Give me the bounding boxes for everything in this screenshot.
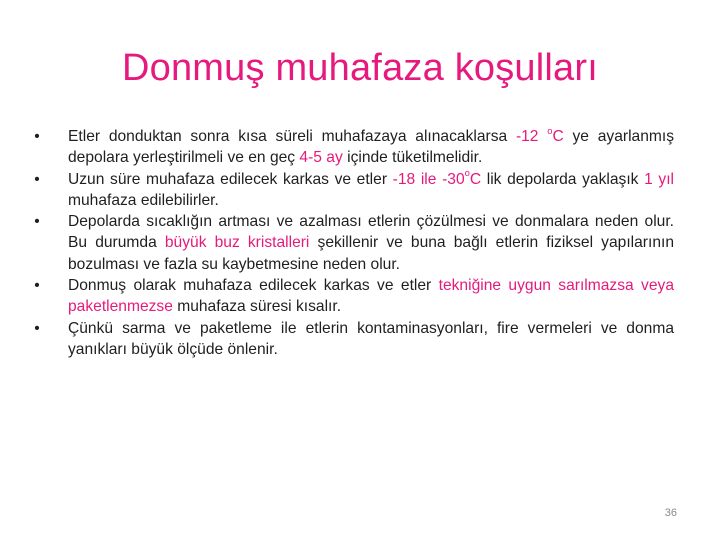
bullet-item [30, 318, 674, 361]
degree-superscript: o [464, 168, 470, 179]
degree-superscript: o [547, 125, 553, 136]
highlight-text: -18 ile -30 [392, 170, 465, 188]
bullet-item [30, 126, 674, 169]
bullet-list [30, 126, 674, 360]
bullet-text: ye ayarlanmış depolara yerleştirilmeli ve en geç [68, 128, 674, 167]
bullet-text: muhafaza süresi kısalır. [172, 298, 342, 316]
page-number: 36 [664, 507, 677, 519]
bullet-dot-icon: • [34, 128, 40, 145]
bullet-dot-icon: • [34, 277, 40, 295]
highlight-text: büyük buz kristalleri [164, 234, 310, 252]
highlight-text: 1 yıl [644, 170, 675, 188]
highlight-text: 4-5 ay [299, 149, 343, 167]
bullet-text: lik depolarda yaklaşık [481, 170, 645, 188]
bullet-dot-icon: • [34, 170, 40, 188]
bullet-text: Donmuş olarak muhafaza edilecek karkas ve etler [68, 277, 439, 295]
highlight-text: C [552, 128, 564, 145]
bullet-text: Etler donduktan sonra kısa süreli muhafazaya alınacaklarsa [68, 128, 516, 145]
bullet-text: şekillenir ve buna bağlı etlerin fiziksel yapılarının bozulması ve fazla su kaybetmesine neden olur. [68, 234, 674, 273]
highlight-text: C [469, 170, 482, 188]
bullet-item [30, 275, 674, 318]
bullet-item [30, 169, 674, 212]
bullet-text: Depolarda sıcaklığın artması ve azalması etlerin çözülmesi ve donmalara neden olur. Bu durumda [68, 213, 674, 252]
bullet-text: muhafaza edilebilirler. [68, 191, 219, 209]
bullet-item [30, 211, 674, 275]
bullet-text: içinde tüketilmelidir. [342, 149, 483, 167]
slide-title: Donmuş muhafaza koşulları [122, 47, 598, 89]
bullet-dot-icon: • [34, 213, 40, 231]
bullet-dot-icon: • [34, 319, 40, 337]
highlight-text: -12 [515, 128, 548, 145]
bullet-text: Uzun süre muhafaza edilecek karkas ve etler [68, 170, 393, 188]
bullet-text: Çünkü sarma ve paketleme ile etlerin kontaminasyonları, fire vermeleri ve donma yanıkları büyük ölçüde önlenir. [68, 319, 674, 358]
highlight-text: tekniğine uygun sarılmazsa veya paketlenmezse [68, 277, 674, 316]
